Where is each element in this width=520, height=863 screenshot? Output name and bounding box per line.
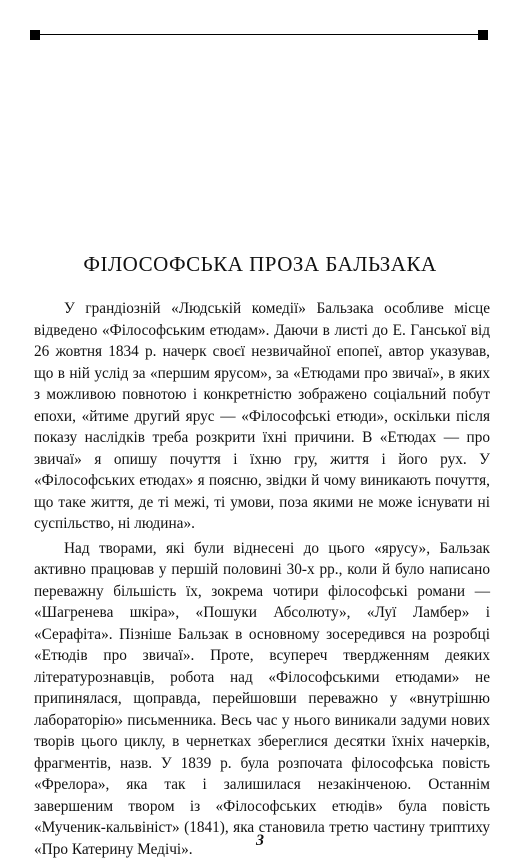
top-rule (30, 34, 488, 35)
paragraph-2: Над творами, які були віднесені до цього «ярусу», Бальзак активно працював у першій половині 30-х рр., коли й було написано переважну більшість їх, зокрема чотири філософські романи — «Шагренева шкіра», «Пошуки Абсолюту», «Луї Ламбер» і «Серафіта». Пізніше Бальзак в основному зосередився на розробці «Етюдів про звичаї». Проте, всупереч твердженням деяких літературознавців, робота над «Філософськими етюдами» не припинялася, щоправда, перейшовши переважно у «внутрішню лабораторію» письменника. Весь час у нього виникали задуми нових творів цього циклу, в чернетках збереглися десятки їхніх начерків, фрагментів, назв. У 1839 р. була розпочата філософська повість «Фрелора», яка так і залишилася незакінченою. Останнім завершеним твором із «Філософських етюдів» була повість «Мученик-кальвініст» (1841), яка становила третю частину триптиху «Про Катерину Медічі». (34, 539, 490, 858)
body-text (34, 298, 490, 863)
chapter-title: ФІЛОСОФСЬКА ПРОЗА БАЛЬЗАКА (83, 252, 437, 276)
paragraph-1: У грандіозній «Людській комедії» Бальзака особливе місце відведено «Філософським етюдам». Даючи в листі до Е. Ганської від 26 жовтня 1834 р. начерк своєї незвичайної епопеї, автор указував, що в ній услід за «першим ярусом», за «Етюдами про звичаї», в яких з можливою повнотою і конкретністю зображено соціальний побут епохи, «йтиме другий ярус — «Філософські етюди», оскільки після показу наслідків треба розкрити їхні причини. В «Етюдах — про звичаї» я опишу почуття і їхню гру, життя і його рух. У «Філософських етюдах» я поясню, звідки й чому виникають почуття, що таке життя, де ті межі, ті умови, поза якими не може існувати ні суспільство, ні людина». (34, 300, 490, 532)
page-number: 3 (256, 832, 264, 849)
crop-mark-right (478, 30, 488, 40)
crop-mark-left (30, 30, 40, 40)
